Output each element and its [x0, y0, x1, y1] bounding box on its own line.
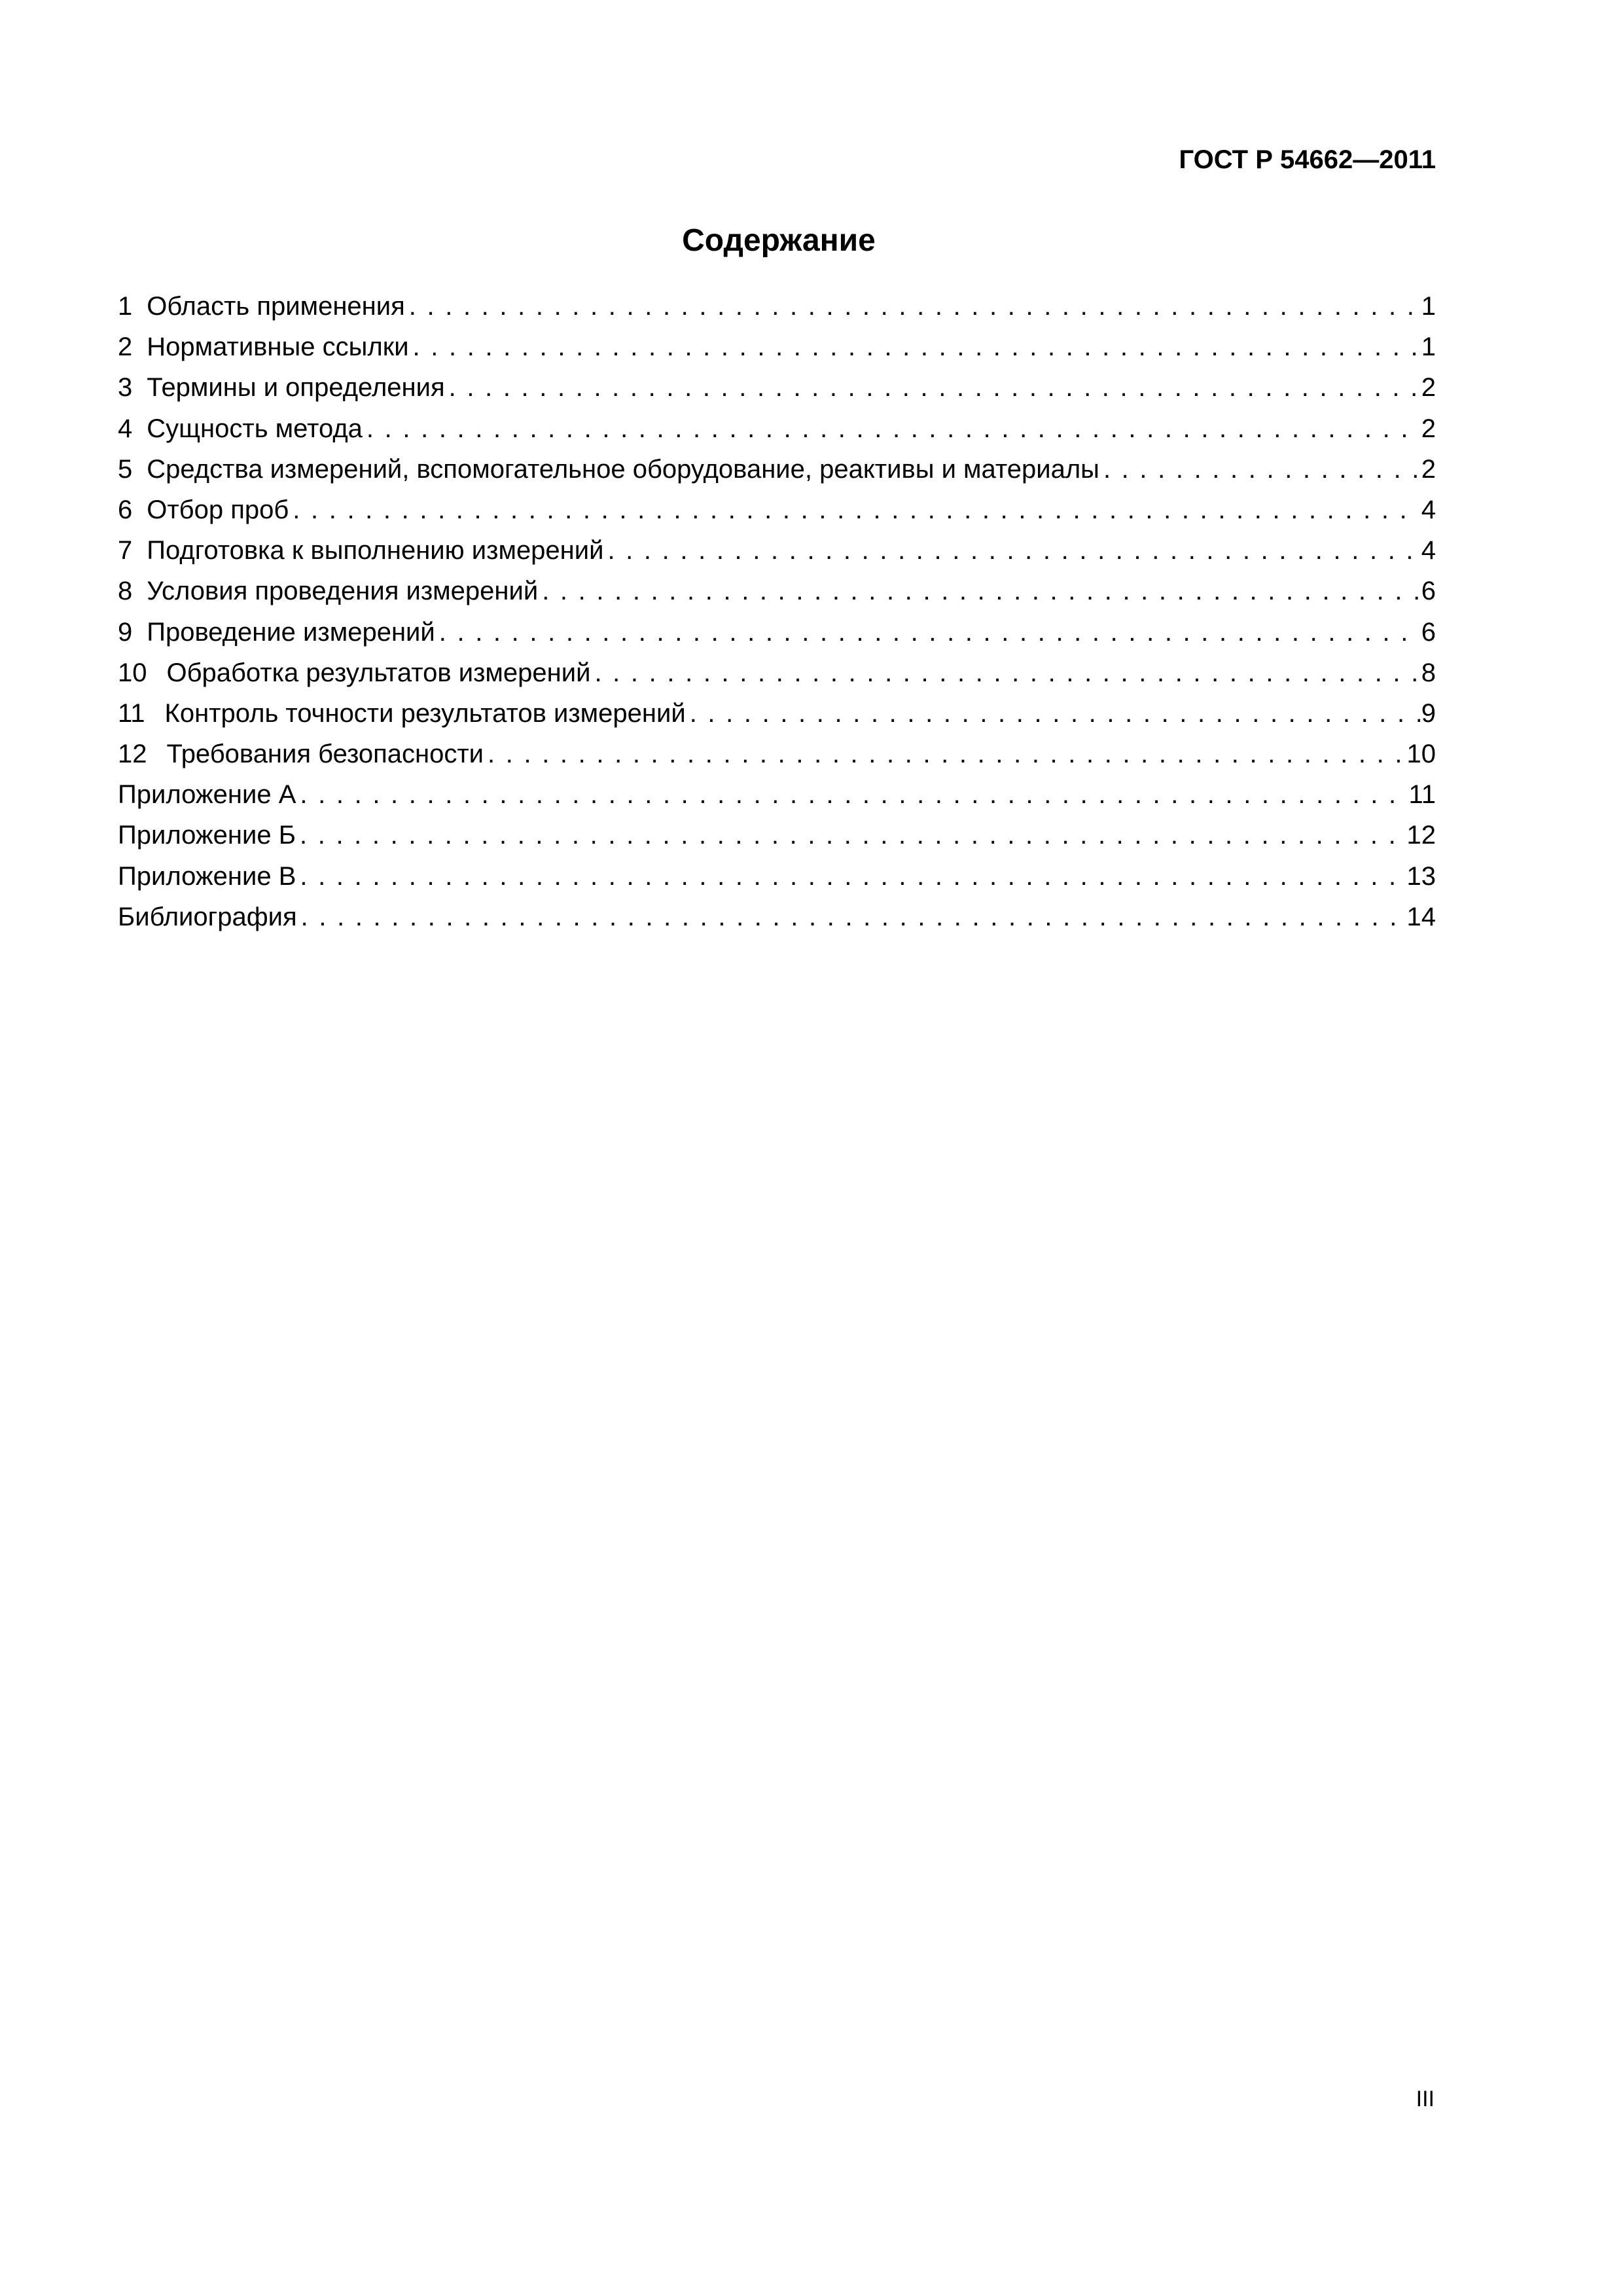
toc-entry-title	[118, 780, 300, 810]
toc-entry-label: Сущность метода	[147, 414, 363, 443]
toc-entry-label: Требования безопасности	[166, 740, 484, 769]
toc-entry[interactable]	[118, 495, 1436, 536]
toc-entry-label: Проведение измерений	[147, 617, 435, 647]
toc-entry-page: 6	[1421, 617, 1436, 647]
toc-entry-title	[118, 618, 439, 647]
dot-leader	[300, 780, 1407, 810]
dot-leader	[690, 699, 1420, 728]
toc-entry-page: 13	[1406, 861, 1436, 891]
toc-entry-title	[118, 495, 293, 525]
toc-entry-page: 2	[1421, 454, 1436, 484]
toc-entry-number: 7	[118, 536, 133, 565]
toc-entry-title	[118, 740, 488, 769]
dot-leader	[300, 821, 1406, 850]
toc-entry[interactable]	[118, 699, 1436, 740]
toc-entry-number: 6	[118, 495, 133, 524]
toc-entry-label: Область применения	[147, 292, 405, 321]
toc-entry-page: 10	[1406, 740, 1436, 769]
toc-entry-title	[118, 862, 300, 891]
toc-entry-page: 11	[1408, 780, 1436, 810]
dot-leader	[409, 292, 1420, 321]
toc-entry-label: Условия проведения измерений	[147, 577, 539, 606]
toc-entry-title	[118, 577, 542, 606]
toc-entry[interactable]	[118, 780, 1436, 821]
dot-leader	[293, 495, 1419, 525]
toc-entry-number: 9	[118, 617, 133, 647]
dot-leader	[488, 740, 1405, 769]
document-code: ГОСТ Р 54662—2011	[1179, 145, 1436, 174]
toc-entry-page: 8	[1421, 658, 1436, 687]
toc-entry-label: Термины и определения	[147, 373, 445, 403]
toc-entry-page: 9	[1421, 698, 1436, 728]
toc-entry[interactable]	[118, 414, 1436, 455]
toc-entry-title	[118, 658, 594, 688]
toc-entry[interactable]	[118, 292, 1436, 332]
toc-entry[interactable]	[118, 536, 1436, 577]
toc-entry-page: 4	[1421, 495, 1436, 524]
dot-leader	[439, 618, 1420, 647]
toc-entry[interactable]	[118, 455, 1436, 495]
toc-entry-number: 4	[118, 414, 133, 443]
toc-entry-label: Подготовка к выполнению измерений	[147, 536, 604, 565]
toc-entry-label: Нормативные ссылки	[147, 332, 409, 362]
toc-entry-page: 14	[1406, 902, 1436, 931]
toc-entry-number: 3	[118, 373, 133, 403]
toc-entry-title	[118, 903, 301, 932]
dot-leader	[366, 414, 1420, 444]
toc-entry-label: Приложение А	[118, 780, 296, 810]
toc-entry[interactable]	[118, 903, 1436, 943]
dot-leader	[449, 373, 1420, 403]
toc-entry-page: 2	[1421, 414, 1436, 443]
toc-entry-title	[118, 332, 413, 362]
toc-title: Содержание	[682, 223, 876, 258]
toc-entry-number: 12	[118, 740, 147, 769]
dot-leader	[301, 903, 1406, 932]
toc-entry-page: 12	[1406, 821, 1436, 850]
toc-entry-title	[118, 373, 449, 403]
toc-entry-page: 2	[1421, 373, 1436, 403]
toc-entry-label: Приложение В	[118, 861, 296, 891]
toc-entry-label: Библиография	[118, 902, 297, 931]
toc-entry-number: 1	[118, 292, 133, 321]
toc-entry-title	[118, 536, 607, 565]
toc-entry-title	[118, 821, 300, 850]
table-of-contents	[118, 292, 1436, 943]
toc-entry-label: Контроль точности результатов измерений	[164, 698, 686, 728]
toc-entry-number: 8	[118, 577, 133, 606]
toc-entry-title	[118, 414, 366, 444]
toc-entry[interactable]	[118, 577, 1436, 617]
toc-entry-title	[118, 699, 690, 728]
dot-leader	[594, 658, 1419, 688]
dot-leader	[607, 536, 1419, 565]
toc-entry-page: 6	[1421, 577, 1436, 606]
toc-entry-label: Приложение Б	[118, 821, 296, 850]
toc-entry-number: 10	[118, 658, 147, 687]
toc-entry[interactable]	[118, 862, 1436, 903]
toc-entry[interactable]	[118, 332, 1436, 373]
toc-entry-number: 2	[118, 332, 133, 362]
toc-entry[interactable]	[118, 740, 1436, 780]
toc-entry[interactable]	[118, 821, 1436, 861]
toc-entry-label: Отбор проб	[147, 495, 289, 524]
toc-entry-page: 4	[1421, 536, 1436, 565]
toc-entry[interactable]	[118, 618, 1436, 658]
toc-entry-title	[118, 292, 409, 321]
toc-entry-title	[118, 455, 1103, 484]
toc-entry-label: Обработка результатов измерений	[166, 658, 591, 687]
toc-entry[interactable]	[118, 658, 1436, 699]
toc-entry-label: Средства измерений, вспомогательное оборудование, реактивы и материалы	[147, 454, 1099, 484]
dot-leader	[413, 332, 1420, 362]
toc-entry-page: 1	[1421, 292, 1436, 321]
toc-entry-page: 1	[1421, 332, 1436, 362]
dot-leader	[300, 862, 1405, 891]
toc-entry-number: 5	[118, 454, 133, 484]
toc-entry[interactable]	[118, 373, 1436, 414]
dot-leader	[542, 577, 1420, 606]
page-number: III	[1416, 2087, 1435, 2111]
toc-entry-number: 11	[118, 698, 145, 728]
dot-leader	[1103, 455, 1420, 484]
